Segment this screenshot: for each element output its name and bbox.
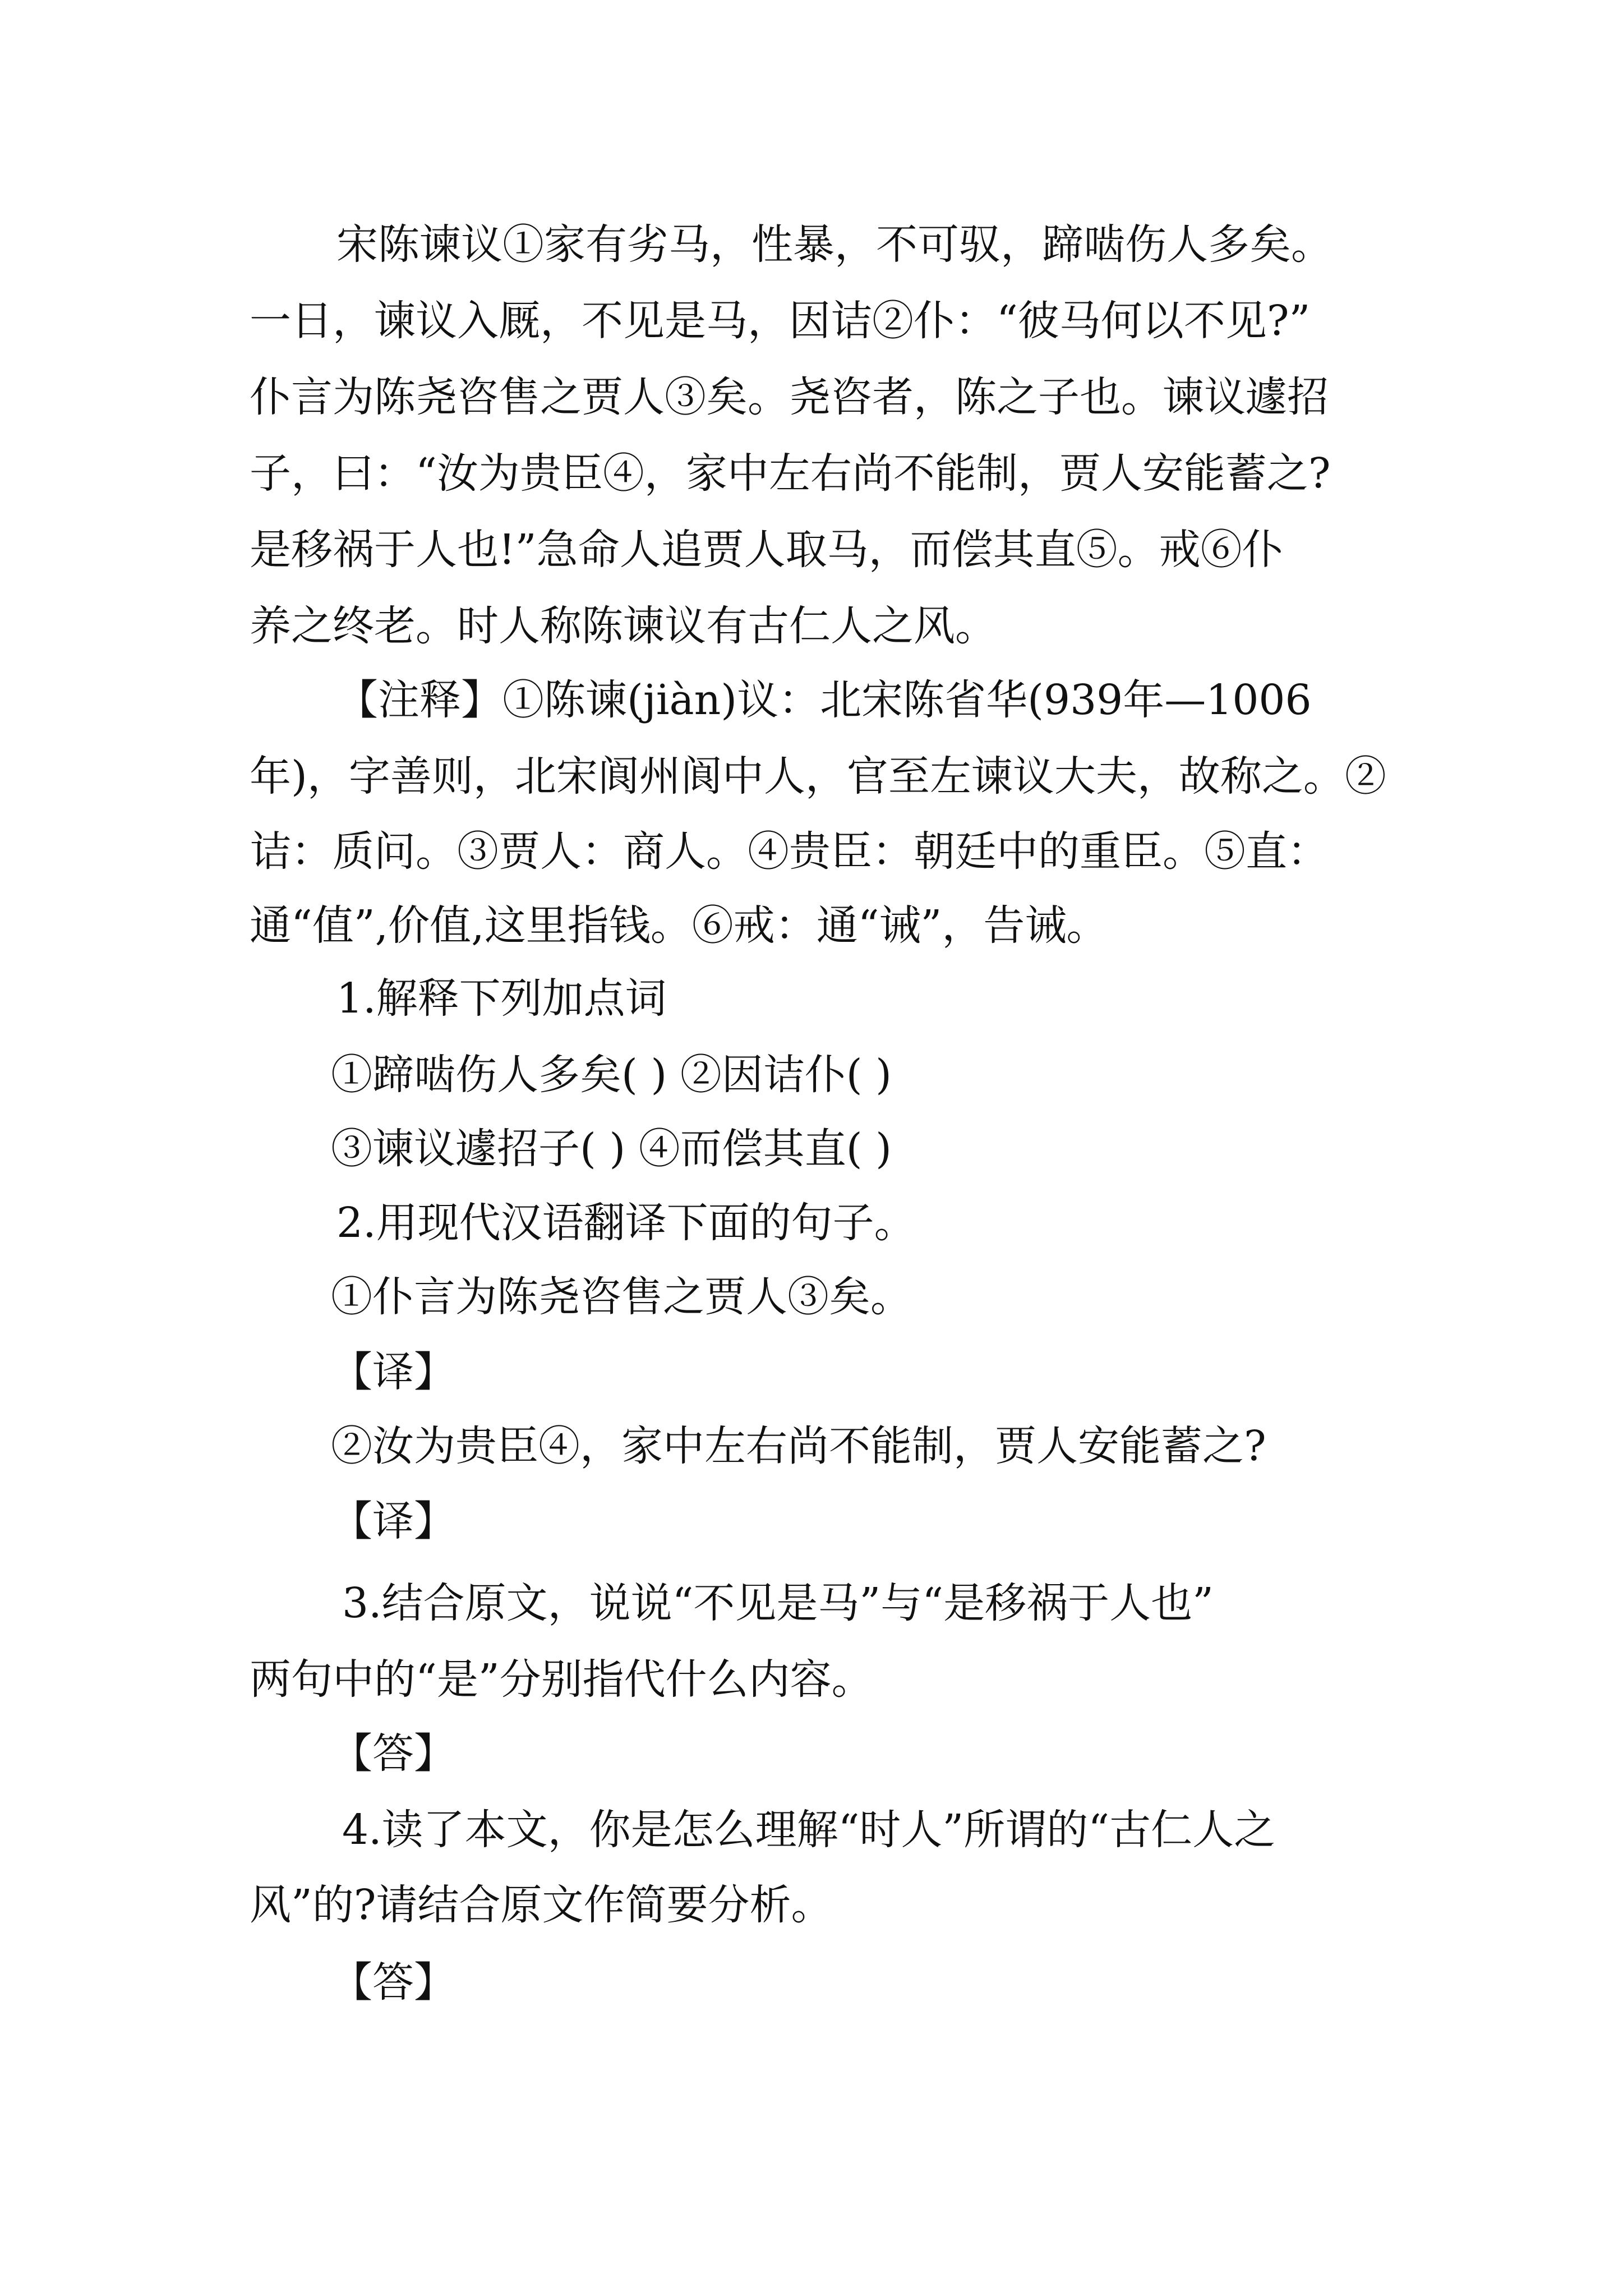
- notes-line-4: 通“值”,价值,这里指钱。⑥戒：通“诫”，告诫。: [250, 901, 1108, 950]
- passage-line-5: 是移祸于人也!”急命人追贾人取马，而偿其直⑤。戒⑥仆: [250, 526, 1284, 574]
- question-4-line-1: 4.读了本文，你是怎么理解“时人”所谓的“古仁人之: [342, 1806, 1276, 1854]
- passage-line-3: 仆言为陈尧咨售之贾人③矣。尧咨者，陈之子也。谏议遽招: [250, 373, 1329, 421]
- question-4-answer-label: 【答】: [331, 1958, 455, 2007]
- question-2-sentence-1: ①仆言为陈尧咨售之贾人③矣。: [331, 1273, 912, 1321]
- notes-line-3: 诘：质问。③贾人：商人。④贵臣：朝廷中的重臣。⑤直：: [250, 827, 1329, 876]
- question-1-row-2: ③谏议遽招子( ) ④而偿其直( ): [331, 1125, 892, 1173]
- question-3-answer-label: 【答】: [331, 1729, 455, 1778]
- question-2-title: 2.用现代汉语翻译下面的句子。: [336, 1199, 916, 1247]
- question-3-line-2: 两句中的“是”分别指代什么内容。: [250, 1655, 873, 1704]
- passage-line-1: 宋陈谏议①家有劣马，性暴，不可驭，蹄啮伤人多矣。: [336, 220, 1332, 269]
- notes-line-2: 年)，字善则，北宋阆州阆中人，官至左谏议大夫，故称之。②: [250, 752, 1386, 800]
- question-1-title: 1.解释下列加点词: [336, 974, 667, 1023]
- question-1-row-1: ①蹄啮伤人多矣( ) ②因诘仆( ): [331, 1051, 892, 1099]
- passage-line-6: 养之终老。时人称陈谏议有古仁人之风。: [250, 602, 997, 650]
- question-4-line-2: 风”的?请结合原文作简要分析。: [250, 1881, 833, 1929]
- question-3-line-1: 3.结合原文，说说“不见是马”与“是移祸于人也”: [342, 1579, 1214, 1627]
- passage-line-4: 子，曰：“汝为贵臣④，家中左右尚不能制，贾人安能蓄之?: [250, 449, 1331, 498]
- question-2-answer-label-1: 【译】: [331, 1348, 455, 1396]
- question-2-sentence-2: ②汝为贵臣④，家中左右尚不能制，贾人安能蓄之?: [331, 1422, 1266, 1470]
- notes-line-1: 【注释】①陈谏(jiàn)议：北宋陈省华(939年—1006: [336, 676, 1312, 724]
- passage-line-2: 一日，谏议入厩，不见是马，因诘②仆：“彼马何以不见?”: [250, 297, 1311, 345]
- question-2-answer-label-2: 【译】: [331, 1497, 455, 1545]
